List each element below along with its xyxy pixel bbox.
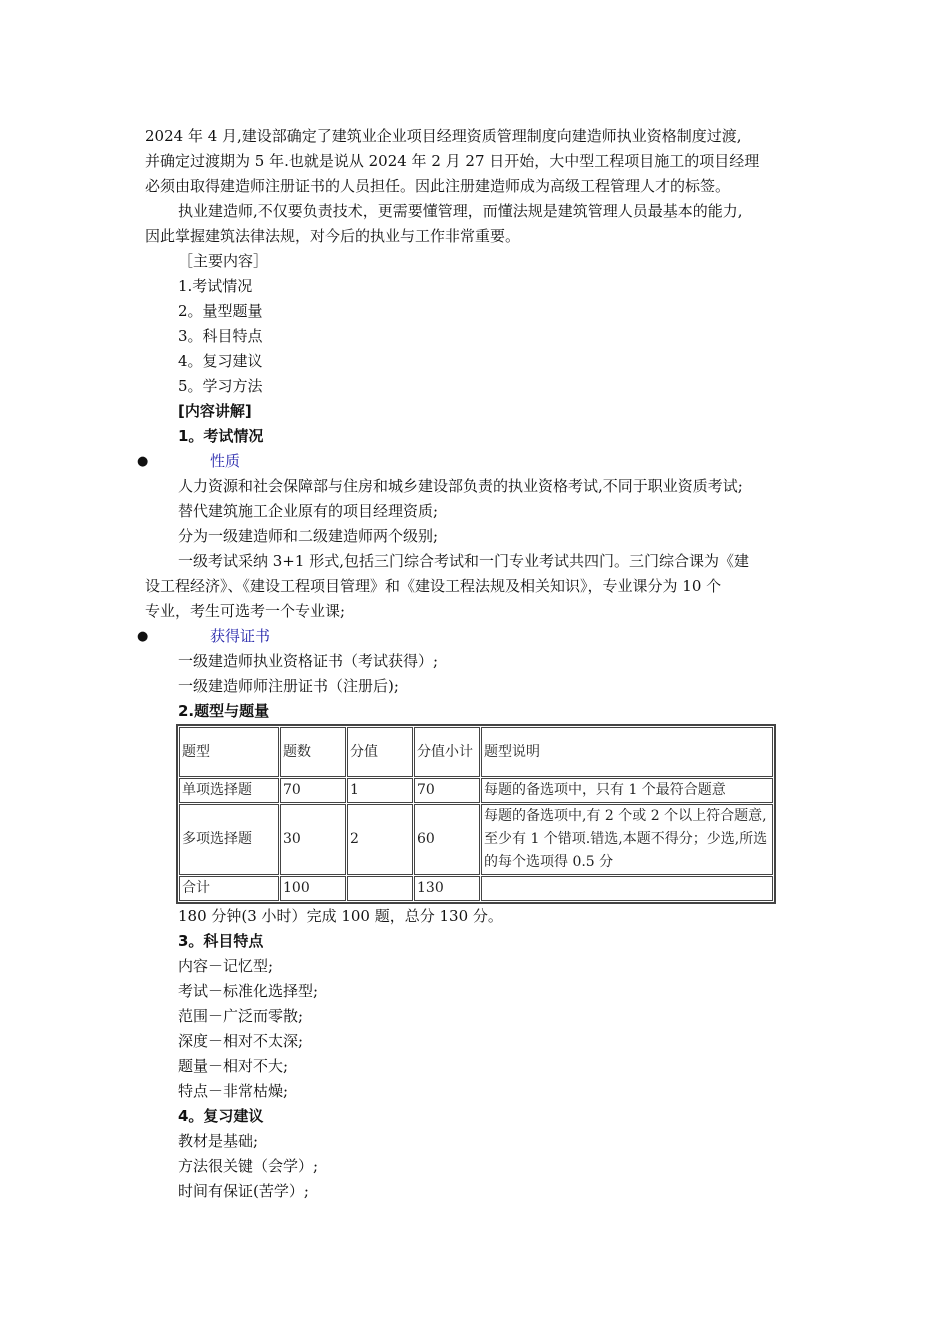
advice-line: 时间有保证(苦学）;: [178, 1182, 309, 1200]
table-header-cell: 题型说明: [481, 727, 773, 777]
table-header-cell: 分值小计: [414, 727, 480, 777]
advice-line: 方法很关键（会学）;: [178, 1157, 319, 1175]
section-1-title: 1。考试情况: [178, 427, 264, 445]
table-cell: 每题的备选项中,有 2 个或 2 个以上符合题意,至少有 1 个错项.错选,本题不得分；少选,所选的每个选项得 0.5 分: [481, 804, 773, 875]
table-cell: 130: [414, 876, 480, 901]
intro-line: 必须由取得建造师注册证书的人员担任。因此注册建造师成为高级工程管理人才的标签。: [145, 177, 731, 195]
nature-bullet: [137, 449, 815, 474]
main-content-item: 5。学习方法: [178, 377, 263, 395]
exam-form-line: 专业，考生可选考一个专业课;: [145, 602, 346, 620]
table-header-cell: 分值: [347, 727, 413, 777]
exam-form-line: 一级考试采纳 3+1 形式,包括三门综合考试和一门专业考试共四门。三门综合课为《建: [178, 552, 749, 570]
table-cell: 70: [280, 778, 346, 803]
question-type-table: [176, 724, 776, 904]
table-row: [179, 876, 773, 901]
table-cell: 2: [347, 804, 413, 875]
intro-line: 2024 年 4 月,建设部确定了建筑业企业项目经理资质管理制度向建造师执业资格制度过渡,: [145, 127, 742, 145]
certificate-bullet: [137, 624, 815, 649]
intro-line: 并确定过渡期为 5 年.也就是说从 2024 年 2 月 27 日开始，大中型工程项目施工的项目经理: [145, 152, 760, 170]
main-content-item: 1.考试情况: [178, 277, 253, 295]
advice-line: 教材是基础;: [178, 1132, 259, 1150]
nature-line: 分为一级建造师和二级建造师两个级别;: [178, 527, 439, 545]
certificate-line: 一级建造师师注册证书（注册后);: [178, 677, 399, 695]
feature-line: 范围－广泛而零散;: [178, 1007, 304, 1025]
main-content-item: 4。复习建议: [178, 352, 263, 370]
nature-line: 替代建筑施工企业原有的项目经理资质;: [178, 502, 439, 520]
table-header-cell: 题型: [179, 727, 279, 777]
certificate-label: 获得证书: [210, 627, 271, 645]
intro-line: 执业建造师,不仅要负责技术，更需要懂管理，而懂法规是建筑管理人员最基本的能力,: [178, 202, 743, 220]
exam-time-note: 180 分钟(3 小时）完成 100 题，总分 130 分。: [178, 907, 503, 925]
lecture-heading: [内容讲解]: [178, 402, 252, 420]
bullet-icon: ●: [137, 629, 149, 644]
exam-form-line: 设工程经济》、《建设工程项目管理》和《建设工程法规及相关知识》，专业课分为 10 个: [145, 577, 722, 595]
section-3-title: 3。科目特点: [178, 932, 264, 950]
table-header-cell: 题数: [280, 727, 346, 777]
table-cell: 60: [414, 804, 480, 875]
table-cell: 30: [280, 804, 346, 875]
table-cell: 100: [280, 876, 346, 901]
table-cell: 每题的备选项中，只有 1 个最符合题意: [481, 778, 773, 803]
table-row: [179, 804, 773, 875]
table-cell: 合计: [179, 876, 279, 901]
main-content-item: 2。量型题量: [178, 302, 263, 320]
table-cell: 单项选择题: [179, 778, 279, 803]
nature-line: 人力资源和社会保障部与住房和城乡建设部负责的执业资格考试,不同于职业资质考试;: [178, 477, 743, 495]
table-cell: 1: [347, 778, 413, 803]
table-header-row: [179, 727, 773, 777]
table-cell: [347, 876, 413, 901]
bullet-icon: ●: [137, 454, 149, 469]
feature-line: 内容－记忆型;: [178, 957, 274, 975]
table-row: [179, 778, 773, 803]
intro-line: 因此掌握建筑法律法规，对今后的执业与工作非常重要。: [145, 227, 521, 245]
feature-line: 题量－相对不大;: [178, 1057, 289, 1075]
table-cell: 多项选择题: [179, 804, 279, 875]
section-2-title: 2.题型与题量: [178, 702, 270, 720]
feature-line: 考试－标准化选择型;: [178, 982, 319, 1000]
section-4-title: 4。复习建议: [178, 1107, 264, 1125]
table-cell: [481, 876, 773, 901]
feature-line: 深度－相对不太深;: [178, 1032, 304, 1050]
main-content-item: 3。科目特点: [178, 327, 263, 345]
certificate-line: 一级建造师执业资格证书（考试获得）;: [178, 652, 439, 670]
document-body: [137, 124, 815, 1204]
feature-line: 特点－非常枯燥;: [178, 1082, 289, 1100]
nature-label: 性质: [210, 452, 241, 470]
main-content-heading: ［主要内容］: [178, 252, 269, 270]
table-cell: 70: [414, 778, 480, 803]
